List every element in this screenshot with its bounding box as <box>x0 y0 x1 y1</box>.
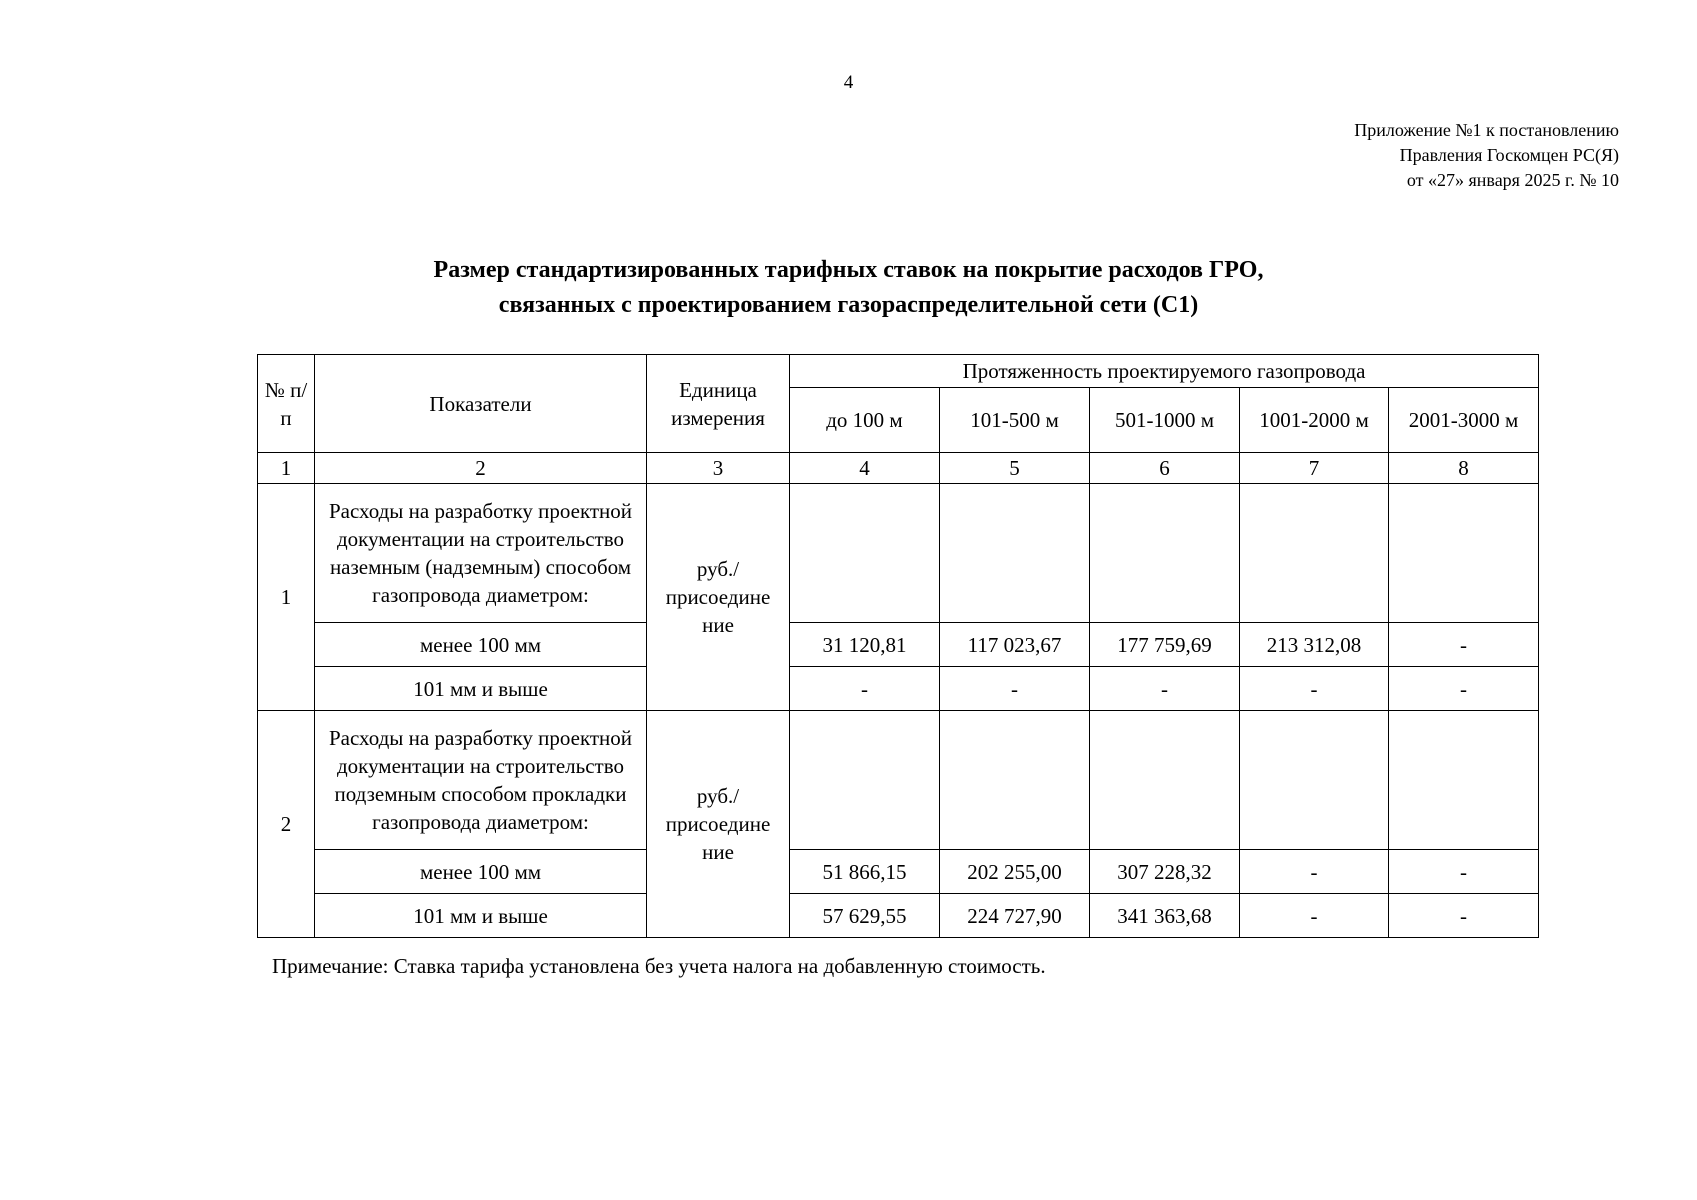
group-description: Расходы на разработку проектной документации на строительство наземным (надземным) способом газопровода диаметром: <box>315 484 647 623</box>
value-cell: 341 363,68 <box>1090 894 1240 938</box>
table-row-group-1-description <box>258 484 1539 623</box>
value-cell: 31 120,81 <box>790 623 940 667</box>
empty-cell <box>1240 711 1389 850</box>
empty-cell <box>1240 484 1389 623</box>
table-row-group-2-description <box>258 711 1539 850</box>
header-range: до 100 м <box>790 388 940 453</box>
value-cell: - <box>1389 623 1539 667</box>
row-label: менее 100 мм <box>315 850 647 894</box>
value-cell: - <box>1090 667 1240 711</box>
group-number: 1 <box>258 484 315 711</box>
header-range: 2001-3000 м <box>1389 388 1539 453</box>
group-description: Расходы на разработку проектной документации на строительство подземным способом прокладки газопровода диаметром: <box>315 711 647 850</box>
empty-cell <box>1389 711 1539 850</box>
column-number-row <box>258 453 1539 484</box>
row-label: 101 мм и выше <box>315 894 647 938</box>
header-length-group: Протяженность проектируемого газопровода <box>790 355 1539 388</box>
value-cell: 57 629,55 <box>790 894 940 938</box>
value-cell: - <box>1389 667 1539 711</box>
value-cell: - <box>940 667 1090 711</box>
header-num: № п/п <box>258 355 315 453</box>
empty-cell <box>1389 484 1539 623</box>
value-cell: 224 727,90 <box>940 894 1090 938</box>
title-line-1: Размер стандартизированных тарифных ставок на покрытие расходов ГРО, <box>433 257 1264 283</box>
empty-cell <box>940 484 1090 623</box>
group-unit: руб./ присоедине ние <box>647 711 790 938</box>
column-number: 1 <box>258 453 315 484</box>
value-cell: - <box>1389 894 1539 938</box>
value-cell: 202 255,00 <box>940 850 1090 894</box>
column-number: 4 <box>790 453 940 484</box>
table-note: Примечание: Ставка тарифа установлена без учета налога на добавленную стоимость. <box>272 954 1046 978</box>
title-line-2: связанных с проектированием газораспределительной сети (С1) <box>498 292 1199 318</box>
value-cell: - <box>1240 667 1389 711</box>
column-number: 8 <box>1389 453 1539 484</box>
row-label: 101 мм и выше <box>315 667 647 711</box>
appendix-line-1: Приложение №1 к постановлению <box>1354 120 1619 140</box>
group-number: 2 <box>258 711 315 938</box>
value-cell: - <box>1240 850 1389 894</box>
table-row <box>258 667 1539 711</box>
tariff-table <box>257 354 1539 938</box>
empty-cell <box>1090 711 1240 850</box>
header-range: 1001-2000 м <box>1240 388 1389 453</box>
group-unit: руб./ присоедине ние <box>647 484 790 711</box>
empty-cell <box>1090 484 1240 623</box>
table-row <box>258 894 1539 938</box>
appendix-reference <box>1354 118 1619 193</box>
value-cell: - <box>1240 894 1389 938</box>
value-cell: 307 228,32 <box>1090 850 1240 894</box>
empty-cell <box>790 711 940 850</box>
value-cell: 213 312,08 <box>1240 623 1389 667</box>
empty-cell <box>940 711 1090 850</box>
table-row <box>258 850 1539 894</box>
table-row <box>258 623 1539 667</box>
value-cell: 51 866,15 <box>790 850 940 894</box>
column-number: 7 <box>1240 453 1389 484</box>
document-title <box>0 253 1697 323</box>
appendix-line-3: от «27» января 2025 г. № 10 <box>1406 170 1619 190</box>
column-number: 2 <box>315 453 647 484</box>
column-number: 6 <box>1090 453 1240 484</box>
header-unit: Единица измерения <box>647 355 790 453</box>
header-range: 101-500 м <box>940 388 1090 453</box>
header-indicators: Показатели <box>315 355 647 453</box>
value-cell: - <box>1389 850 1539 894</box>
column-number: 3 <box>647 453 790 484</box>
empty-cell <box>790 484 940 623</box>
column-number: 5 <box>940 453 1090 484</box>
value-cell: - <box>790 667 940 711</box>
header-row-top <box>258 355 1539 388</box>
appendix-line-2: Правления Госкомцен РС(Я) <box>1399 145 1619 165</box>
value-cell: 117 023,67 <box>940 623 1090 667</box>
header-range: 501-1000 м <box>1090 388 1240 453</box>
row-label: менее 100 мм <box>315 623 647 667</box>
page-number: 4 <box>843 72 854 93</box>
value-cell: 177 759,69 <box>1090 623 1240 667</box>
